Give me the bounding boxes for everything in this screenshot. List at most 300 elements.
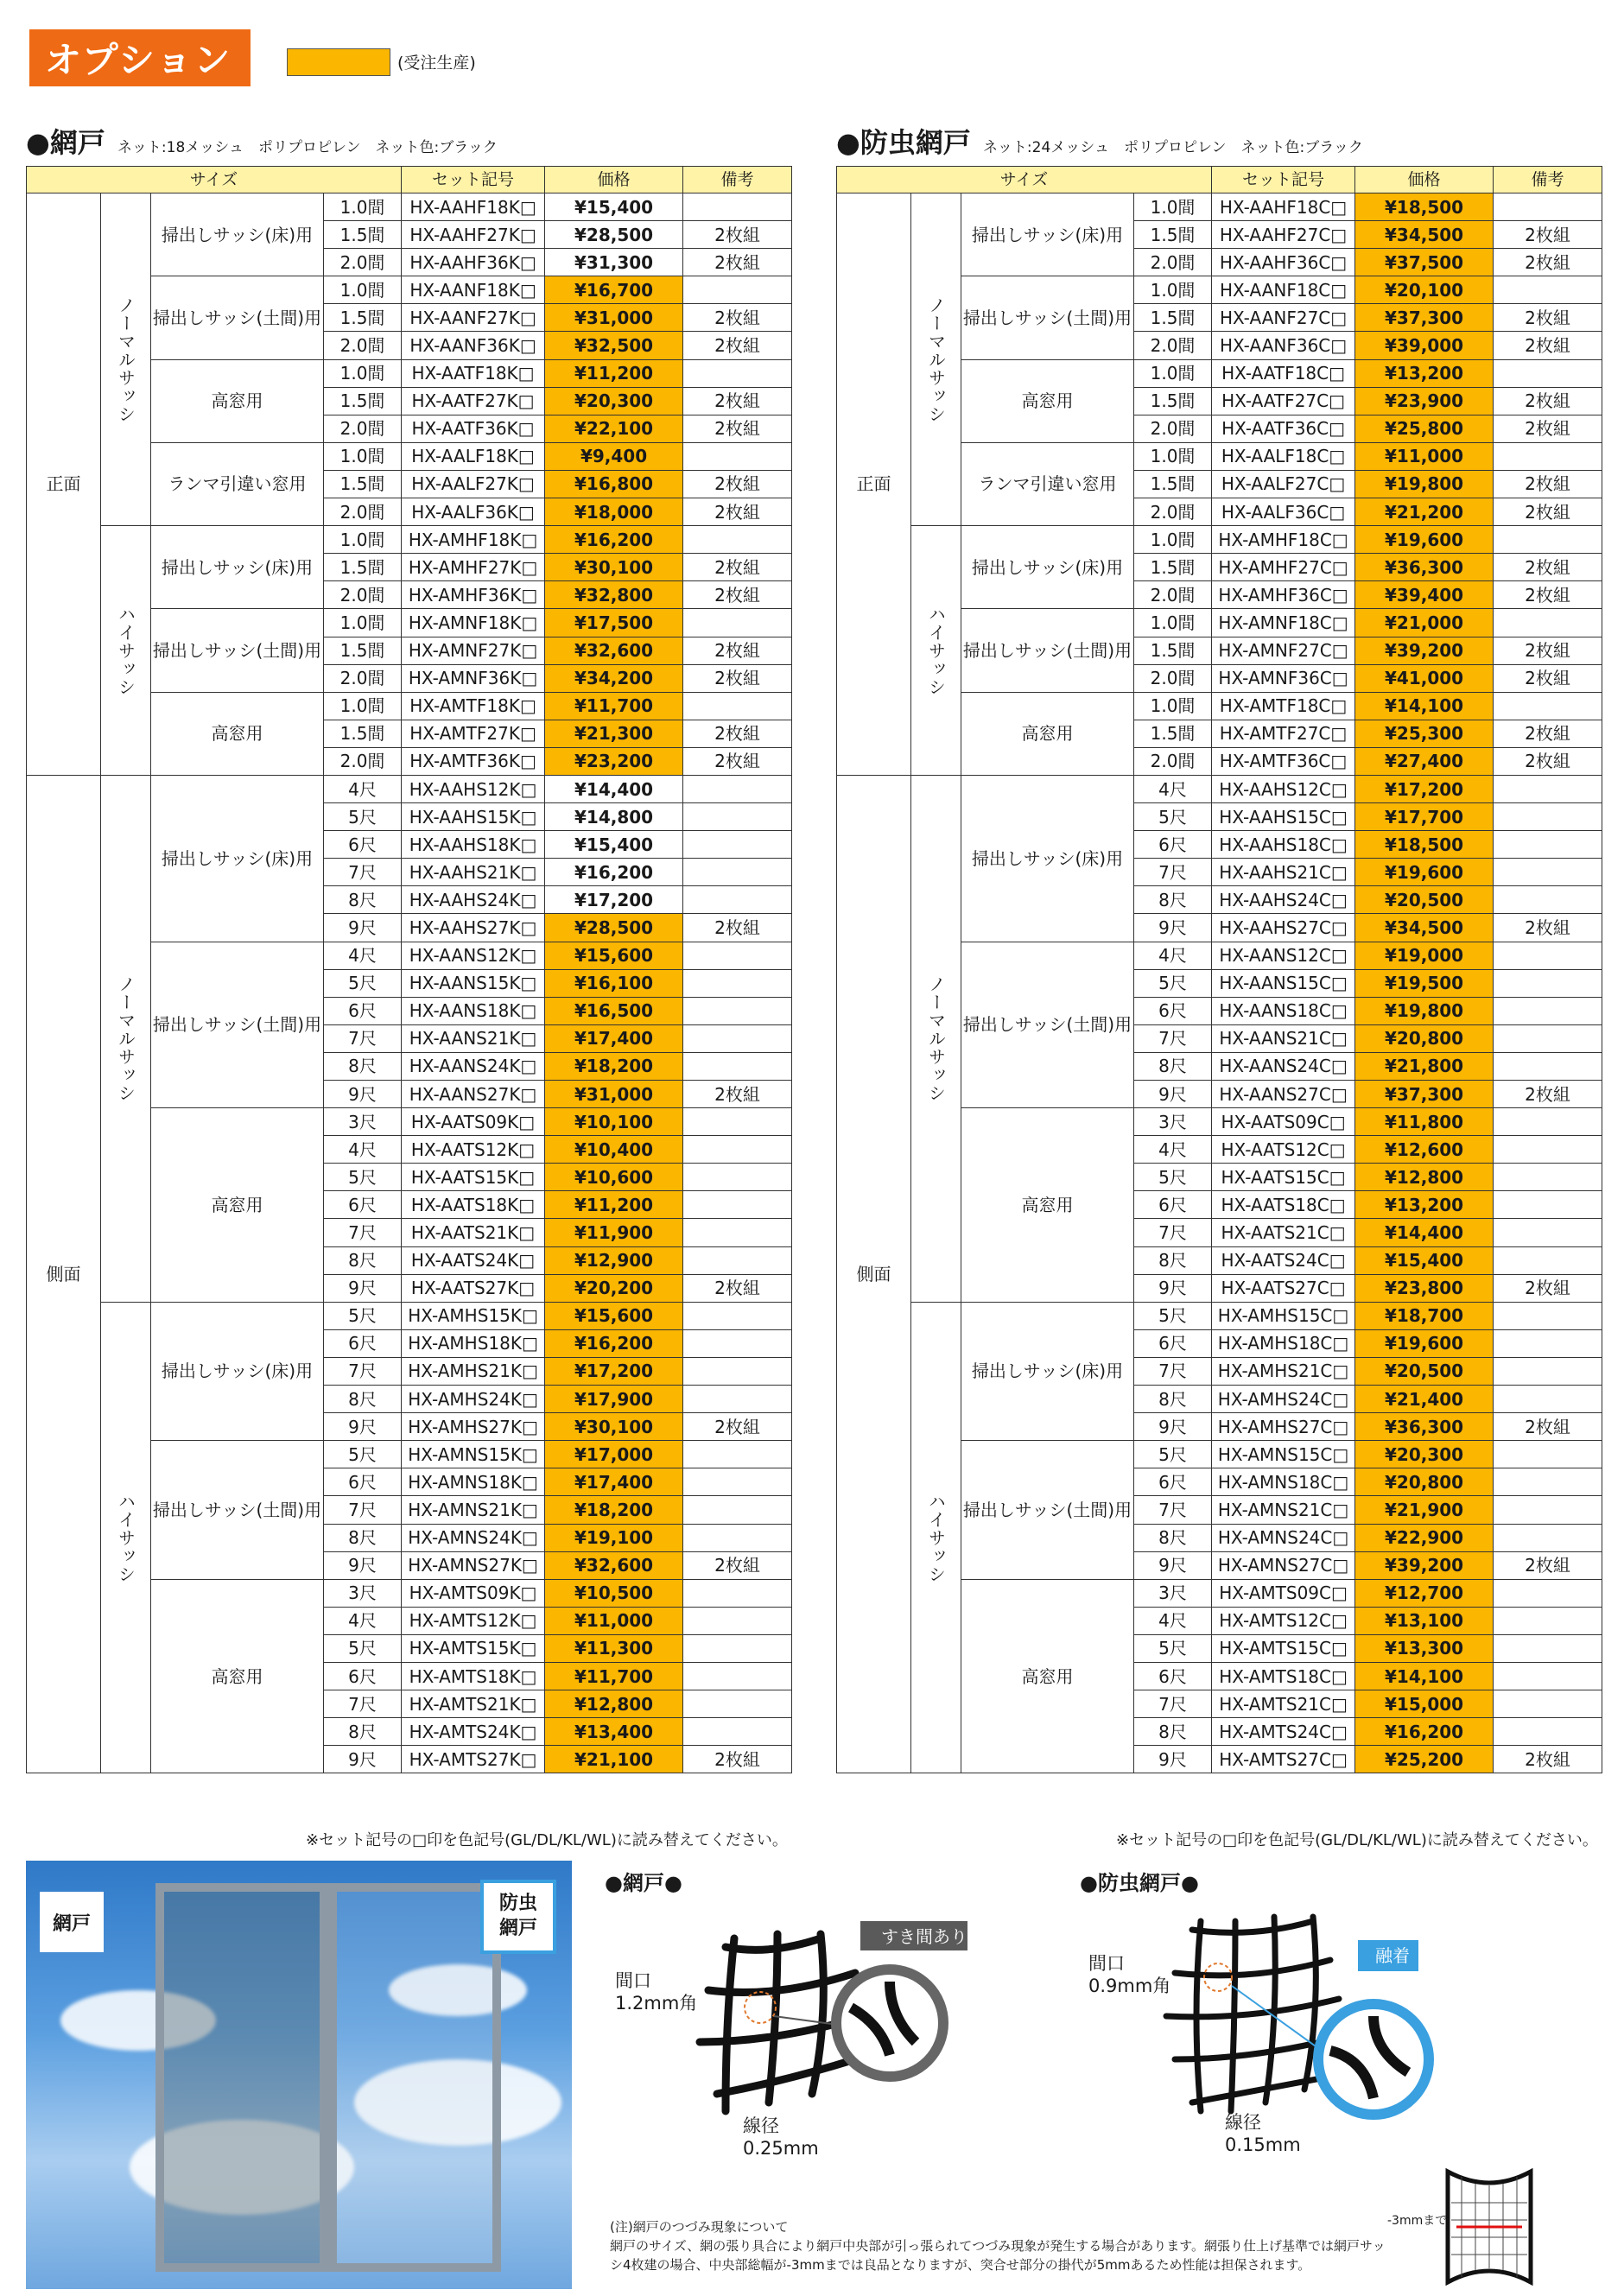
size-cell: 1.0間 (324, 526, 402, 554)
price-cell: ¥31,300 (545, 249, 683, 276)
set-code-cell: HX-AMHF27K□ (402, 554, 545, 581)
note-cell (683, 775, 792, 802)
price-cell: ¥17,200 (1355, 775, 1494, 802)
note-cell: 2枚組 (683, 637, 792, 664)
size-cell: 7尺 (1134, 1219, 1212, 1246)
note-cell: 2枚組 (683, 1551, 792, 1579)
size-cell: 1.5間 (324, 387, 402, 415)
size-cell: 8尺 (324, 1524, 402, 1551)
table-row (27, 1302, 792, 1329)
header-code: セット記号 (1212, 167, 1355, 193)
sash-type-cell: ノーマルサッシ (911, 193, 961, 526)
note-cell: 2枚組 (1494, 304, 1602, 332)
set-code-cell: HX-AMNF27C□ (1212, 637, 1355, 664)
note-cell: 2枚組 (1494, 637, 1602, 664)
size-cell: 9尺 (1134, 1081, 1212, 1108)
price-cell: ¥21,200 (1355, 498, 1494, 526)
screen-frame-insect (328, 1883, 501, 2272)
size-cell: 4尺 (1134, 1136, 1212, 1164)
set-code-cell: HX-AMHS15K□ (402, 1302, 545, 1329)
price-cell: ¥11,000 (1355, 442, 1494, 470)
price-cell: ¥19,100 (545, 1524, 683, 1551)
note-cell (683, 1579, 792, 1607)
note-cell: 2枚組 (1494, 720, 1602, 747)
price-cell: ¥20,500 (1355, 1357, 1494, 1385)
panel-title: ●網戸 (26, 126, 105, 159)
size-cell: 2.0間 (324, 332, 402, 359)
size-cell: 6尺 (324, 1468, 402, 1496)
wire-diameter-label: 線径 0.15mm (1225, 2112, 1301, 2156)
size-cell: 2.0間 (1134, 664, 1212, 692)
set-code-cell: HX-AMTS27C□ (1212, 1746, 1355, 1773)
size-cell: 7尺 (324, 1690, 402, 1718)
set-code-cell: HX-AMTF36K□ (402, 747, 545, 775)
size-cell: 7尺 (1134, 1496, 1212, 1524)
set-code-cell: HX-AMHS18C□ (1212, 1329, 1355, 1357)
size-cell: 6尺 (324, 997, 402, 1024)
size-cell: 6尺 (324, 831, 402, 859)
note-cell (683, 1357, 792, 1385)
size-cell: 9尺 (1134, 1274, 1212, 1302)
header-note: 備考 (1494, 167, 1602, 193)
price-cell: ¥28,500 (545, 221, 683, 249)
note-cell (1494, 1690, 1602, 1718)
price-cell: ¥32,800 (545, 581, 683, 609)
note-cell: 2枚組 (1494, 332, 1602, 359)
set-code-cell: HX-AMTS27K□ (402, 1746, 545, 1773)
size-cell: 8尺 (1134, 1246, 1212, 1274)
price-cell: ¥16,500 (545, 997, 683, 1024)
price-table-bouchu-amido (836, 166, 1602, 1773)
size-cell: 8尺 (1134, 886, 1212, 914)
note-cell: 2枚組 (683, 1746, 792, 1773)
note-cell: 2枚組 (1494, 1551, 1602, 1579)
note-cell (683, 831, 792, 859)
category-cell: 掃出しサッシ(床)用 (961, 193, 1134, 276)
size-cell: 5尺 (1134, 1164, 1212, 1191)
price-cell: ¥11,000 (545, 1607, 683, 1634)
set-code-cell: HX-AATF36K□ (402, 415, 545, 442)
note-cell (683, 1634, 792, 1662)
size-cell: 2.0間 (324, 664, 402, 692)
category-cell: 高窓用 (961, 359, 1134, 442)
location-cell: 正面 (27, 193, 101, 776)
note-cell (1494, 831, 1602, 859)
note-cell: 2枚組 (683, 498, 792, 526)
size-cell: 5尺 (324, 803, 402, 831)
diagram-title: ●防虫網戸● (1080, 1871, 1199, 1895)
size-cell: 2.0間 (1134, 581, 1212, 609)
note-cell (1494, 1024, 1602, 1052)
set-code-cell: HX-AAHF36C□ (1212, 249, 1355, 276)
set-code-cell: HX-AATF27K□ (402, 387, 545, 415)
location-cell: 正面 (837, 193, 911, 776)
size-cell: 5尺 (324, 1164, 402, 1191)
category-cell: 掃出しサッシ(土間)用 (151, 276, 324, 359)
set-code-cell: HX-AMNF36K□ (402, 664, 545, 692)
table-row (837, 775, 1602, 802)
size-cell: 1.5間 (1134, 387, 1212, 415)
size-cell: 1.0間 (324, 276, 402, 304)
price-cell: ¥12,800 (1355, 1164, 1494, 1191)
set-code-cell: HX-AMHS18K□ (402, 1329, 545, 1357)
set-code-cell: HX-AMNF18K□ (402, 609, 545, 637)
callout-gap: すき間あり (881, 1926, 967, 1947)
set-code-cell: HX-AANS18K□ (402, 997, 545, 1024)
table-row (837, 1302, 1602, 1329)
size-cell: 1.0間 (324, 609, 402, 637)
note-cell (1494, 1246, 1602, 1274)
price-cell: ¥19,500 (1355, 969, 1494, 997)
note-cell: 2枚組 (1494, 914, 1602, 942)
size-cell: 9尺 (1134, 1413, 1212, 1441)
note-cell (1494, 1468, 1602, 1496)
note-cell (1494, 859, 1602, 886)
size-cell: 8尺 (324, 1718, 402, 1746)
price-cell: ¥39,200 (1355, 637, 1494, 664)
price-cell: ¥20,500 (1355, 886, 1494, 914)
note-cell (1494, 1052, 1602, 1080)
note-cell (683, 997, 792, 1024)
price-cell: ¥25,800 (1355, 415, 1494, 442)
set-code-cell: HX-AAHS24K□ (402, 886, 545, 914)
note-cell (683, 942, 792, 969)
set-code-cell: HX-AANS27K□ (402, 1081, 545, 1108)
table-row (27, 775, 792, 802)
photo-tag-text: 防虫網戸 (498, 1893, 537, 1939)
price-cell: ¥37,300 (1355, 304, 1494, 332)
price-cell: ¥37,500 (1355, 249, 1494, 276)
size-cell: 4尺 (1134, 775, 1212, 802)
note-cell: 2枚組 (1494, 1746, 1602, 1773)
category-cell: 掃出しサッシ(床)用 (151, 193, 324, 276)
price-cell: ¥17,400 (545, 1468, 683, 1496)
size-cell: 1.5間 (1134, 304, 1212, 332)
price-cell: ¥18,500 (1355, 193, 1494, 221)
price-cell: ¥20,300 (545, 387, 683, 415)
price-cell: ¥14,400 (1355, 1219, 1494, 1246)
note-cell (683, 859, 792, 886)
size-cell: 8尺 (324, 1052, 402, 1080)
size-cell: 2.0間 (324, 249, 402, 276)
note-cell: 2枚組 (1494, 415, 1602, 442)
opening-size-label: 間口 1.2mm角 (615, 1970, 698, 2014)
size-cell: 5尺 (324, 969, 402, 997)
note-cell: 2枚組 (683, 664, 792, 692)
set-code-cell: HX-AATF36C□ (1212, 415, 1355, 442)
size-cell: 8尺 (1134, 1718, 1212, 1746)
price-cell: ¥23,200 (545, 747, 683, 775)
category-cell: 掃出しサッシ(床)用 (151, 1302, 324, 1440)
price-cell: ¥18,200 (545, 1052, 683, 1080)
set-code-cell: HX-AMNS24C□ (1212, 1524, 1355, 1551)
set-code-cell: HX-AATS12C□ (1212, 1136, 1355, 1164)
set-code-cell: HX-AMHF36K□ (402, 581, 545, 609)
panel-bouchu-amido (836, 121, 1602, 1773)
size-cell: 5尺 (324, 1634, 402, 1662)
set-code-cell: HX-AATS15C□ (1212, 1164, 1355, 1191)
set-code-cell: HX-AALF27K□ (402, 470, 545, 498)
note-cell (1494, 1718, 1602, 1746)
set-code-cell: HX-AAHF27C□ (1212, 221, 1355, 249)
size-cell: 5尺 (324, 1302, 402, 1329)
set-code-cell: HX-AAHF36K□ (402, 249, 545, 276)
category-cell: 掃出しサッシ(土間)用 (961, 1441, 1134, 1579)
note-cell (683, 692, 792, 720)
set-code-cell: HX-AAHS18K□ (402, 831, 545, 859)
size-cell: 1.0間 (324, 193, 402, 221)
size-cell: 2.0間 (324, 747, 402, 775)
size-cell: 6尺 (324, 1329, 402, 1357)
note-cell (1494, 692, 1602, 720)
size-cell: 4尺 (1134, 1607, 1212, 1634)
size-cell: 5尺 (1134, 1634, 1212, 1662)
price-cell: ¥15,600 (545, 942, 683, 969)
panel-subtitle: ネット:24メッシュ ポリプロピレン ネット色:ブラック (982, 139, 1363, 156)
note-cell (683, 1386, 792, 1413)
note-cell (1494, 1496, 1602, 1524)
category-cell: 高窓用 (151, 1108, 324, 1303)
set-code-cell: HX-AAHS27C□ (1212, 914, 1355, 942)
note-cell: 2枚組 (683, 387, 792, 415)
sash-type-cell: ハイサッシ (911, 526, 961, 776)
price-cell: ¥14,100 (1355, 1662, 1494, 1690)
note-cell (683, 1164, 792, 1191)
header-size: サイズ (27, 167, 402, 193)
category-cell: 掃出しサッシ(床)用 (961, 526, 1134, 609)
set-code-cell: HX-AMHF27C□ (1212, 554, 1355, 581)
price-cell: ¥37,300 (1355, 1081, 1494, 1108)
set-code-cell: HX-AMHS24C□ (1212, 1386, 1355, 1413)
note-cell (1494, 1386, 1602, 1413)
note-cell (1494, 1579, 1602, 1607)
size-cell: 8尺 (1134, 1386, 1212, 1413)
category-cell: 掃出しサッシ(床)用 (151, 526, 324, 609)
note-cell (1494, 526, 1602, 554)
note-cell (1494, 997, 1602, 1024)
set-code-cell: HX-AATS09C□ (1212, 1108, 1355, 1136)
size-cell: 6尺 (1134, 831, 1212, 859)
header-price: 価格 (545, 167, 683, 193)
size-cell: 1.5間 (1134, 554, 1212, 581)
note-cell: 2枚組 (1494, 1413, 1602, 1441)
set-code-cell: HX-AMNS24K□ (402, 1524, 545, 1551)
price-cell: ¥17,900 (545, 1386, 683, 1413)
note-cell (683, 526, 792, 554)
price-cell: ¥31,000 (545, 1081, 683, 1108)
note-cell: 2枚組 (683, 1413, 792, 1441)
size-cell: 6尺 (1134, 997, 1212, 1024)
set-code-cell: HX-AMNS21K□ (402, 1496, 545, 1524)
table-row (27, 526, 792, 554)
note-cell (1494, 1219, 1602, 1246)
set-code-cell: HX-AATS27K□ (402, 1274, 545, 1302)
size-cell: 1.5間 (1134, 637, 1212, 664)
price-cell: ¥21,100 (545, 1746, 683, 1773)
price-cell: ¥34,500 (1355, 221, 1494, 249)
category-cell: 高窓用 (961, 1108, 1134, 1303)
size-cell: 1.5間 (324, 554, 402, 581)
price-cell: ¥27,400 (1355, 747, 1494, 775)
size-cell: 1.0間 (324, 692, 402, 720)
size-cell: 1.5間 (324, 470, 402, 498)
color-code-footnote: ※セット記号の□印を色記号(GL/DL/KL/WL)に読み替えてください。 (306, 1831, 788, 1849)
note-cell: 2枚組 (683, 747, 792, 775)
price-cell: ¥21,900 (1355, 1496, 1494, 1524)
note-cell (1494, 1302, 1602, 1329)
price-cell: ¥31,000 (545, 304, 683, 332)
size-cell: 7尺 (324, 1357, 402, 1385)
set-code-cell: HX-AMTS24C□ (1212, 1718, 1355, 1746)
set-code-cell: HX-AMNF36C□ (1212, 664, 1355, 692)
photo-tag-bouchu (480, 1880, 556, 1954)
note-cell: 2枚組 (683, 1081, 792, 1108)
price-cell: ¥10,500 (545, 1579, 683, 1607)
set-code-cell: HX-AMTS12C□ (1212, 1607, 1355, 1634)
price-cell: ¥22,900 (1355, 1524, 1494, 1551)
price-cell: ¥20,800 (1355, 1468, 1494, 1496)
note-cell (1494, 1108, 1602, 1136)
price-cell: ¥20,800 (1355, 1024, 1494, 1052)
note-cell (683, 1441, 792, 1468)
set-code-cell: HX-AMTF27C□ (1212, 720, 1355, 747)
price-cell: ¥20,100 (1355, 276, 1494, 304)
note-cell (1494, 969, 1602, 997)
price-cell: ¥25,300 (1355, 720, 1494, 747)
set-code-cell: HX-AATS27C□ (1212, 1274, 1355, 1302)
header-price: 価格 (1355, 167, 1494, 193)
size-cell: 1.0間 (324, 359, 402, 387)
price-cell: ¥17,200 (545, 1357, 683, 1385)
sash-type-cell: ノーマルサッシ (101, 775, 151, 1302)
note-cell (683, 1024, 792, 1052)
mesh-illustration (1080, 1895, 1494, 2223)
set-code-cell: HX-AAHS15C□ (1212, 803, 1355, 831)
price-cell: ¥41,000 (1355, 664, 1494, 692)
size-cell: 1.0間 (324, 442, 402, 470)
header-note: 備考 (683, 167, 792, 193)
note-cell (683, 803, 792, 831)
price-cell: ¥20,300 (1355, 1441, 1494, 1468)
note-cell (683, 1191, 792, 1219)
note-cell (1494, 193, 1602, 221)
price-cell: ¥34,500 (1355, 914, 1494, 942)
set-code-cell: HX-AMHF36C□ (1212, 581, 1355, 609)
size-cell: 9尺 (324, 1551, 402, 1579)
note-cell (1494, 442, 1602, 470)
size-cell: 1.5間 (324, 304, 402, 332)
set-code-cell: HX-AALF36C□ (1212, 498, 1355, 526)
set-code-cell: HX-AATF18K□ (402, 359, 545, 387)
table-row (27, 193, 792, 221)
price-cell: ¥17,400 (545, 1024, 683, 1052)
price-cell: ¥18,700 (1355, 1302, 1494, 1329)
set-code-cell: HX-AANS24K□ (402, 1052, 545, 1080)
set-code-cell: HX-AMTF18K□ (402, 692, 545, 720)
set-code-cell: HX-AMHF18K□ (402, 526, 545, 554)
price-cell: ¥19,800 (1355, 470, 1494, 498)
price-cell: ¥21,800 (1355, 1052, 1494, 1080)
set-code-cell: HX-AMTF27K□ (402, 720, 545, 747)
note-cell (683, 1468, 792, 1496)
price-cell: ¥20,200 (545, 1274, 683, 1302)
location-cell: 側面 (27, 775, 101, 1773)
size-cell: 1.0間 (1134, 442, 1212, 470)
size-cell: 9尺 (1134, 1551, 1212, 1579)
price-cell: ¥13,200 (1355, 359, 1494, 387)
price-cell: ¥16,200 (545, 526, 683, 554)
note-cell: 2枚組 (683, 581, 792, 609)
price-cell: ¥9,400 (545, 442, 683, 470)
price-cell: ¥14,100 (1355, 692, 1494, 720)
note-cell: 2枚組 (1494, 387, 1602, 415)
color-code-footnote: ※セット記号の□印を色記号(GL/DL/KL/WL)に読み替えてください。 (1116, 1831, 1598, 1849)
size-cell: 6尺 (324, 1662, 402, 1690)
note-cell: 2枚組 (1494, 470, 1602, 498)
set-code-cell: HX-AAHF27K□ (402, 221, 545, 249)
size-cell: 6尺 (1134, 1468, 1212, 1496)
size-cell: 7尺 (1134, 1357, 1212, 1385)
page-title: オプション (29, 29, 251, 86)
size-cell: 9尺 (324, 1081, 402, 1108)
set-code-cell: HX-AMNS21C□ (1212, 1496, 1355, 1524)
price-cell: ¥13,300 (1355, 1634, 1494, 1662)
note-cell (1494, 1357, 1602, 1385)
size-cell: 3尺 (1134, 1579, 1212, 1607)
category-cell: 高窓用 (151, 692, 324, 775)
sash-type-cell: ハイサッシ (101, 526, 151, 776)
note-cell (683, 276, 792, 304)
price-cell: ¥13,100 (1355, 1607, 1494, 1634)
note-cell (683, 1607, 792, 1634)
note-cell (683, 1524, 792, 1551)
category-cell: 高窓用 (151, 1579, 324, 1773)
note-cell: 2枚組 (683, 415, 792, 442)
note-cell: 2枚組 (1494, 249, 1602, 276)
set-code-cell: HX-AAHS21C□ (1212, 859, 1355, 886)
category-cell: 掃出しサッシ(土間)用 (151, 609, 324, 692)
set-code-cell: HX-AALF18K□ (402, 442, 545, 470)
legend-label: (受注生産) (397, 54, 476, 73)
note-cell (683, 1329, 792, 1357)
size-cell: 6尺 (1134, 1662, 1212, 1690)
set-code-cell: HX-AANS21K□ (402, 1024, 545, 1052)
price-cell: ¥17,200 (545, 886, 683, 914)
note-cell: 2枚組 (683, 914, 792, 942)
price-cell: ¥34,200 (545, 664, 683, 692)
panel-title: ●防虫網戸 (836, 126, 971, 159)
note-cell (683, 1136, 792, 1164)
size-cell: 5尺 (1134, 1441, 1212, 1468)
size-cell: 1.5間 (324, 720, 402, 747)
set-code-cell: HX-AATF18C□ (1212, 359, 1355, 387)
price-cell: ¥12,900 (545, 1246, 683, 1274)
set-code-cell: HX-AMHS24K□ (402, 1386, 545, 1413)
opening-size-label: 間口 0.9mm角 (1088, 1953, 1171, 1997)
header-size: サイズ (837, 167, 1212, 193)
set-code-cell: HX-AMHS21K□ (402, 1357, 545, 1385)
note-cell (1494, 1634, 1602, 1662)
note-cell: 2枚組 (683, 470, 792, 498)
price-cell: ¥15,400 (545, 831, 683, 859)
note-cell: 2枚組 (1494, 581, 1602, 609)
set-code-cell: HX-AANS12C□ (1212, 942, 1355, 969)
note-cell (683, 442, 792, 470)
size-cell: 4尺 (324, 775, 402, 802)
price-cell: ¥25,200 (1355, 1746, 1494, 1773)
price-cell: ¥11,200 (545, 359, 683, 387)
price-cell: ¥17,500 (545, 609, 683, 637)
